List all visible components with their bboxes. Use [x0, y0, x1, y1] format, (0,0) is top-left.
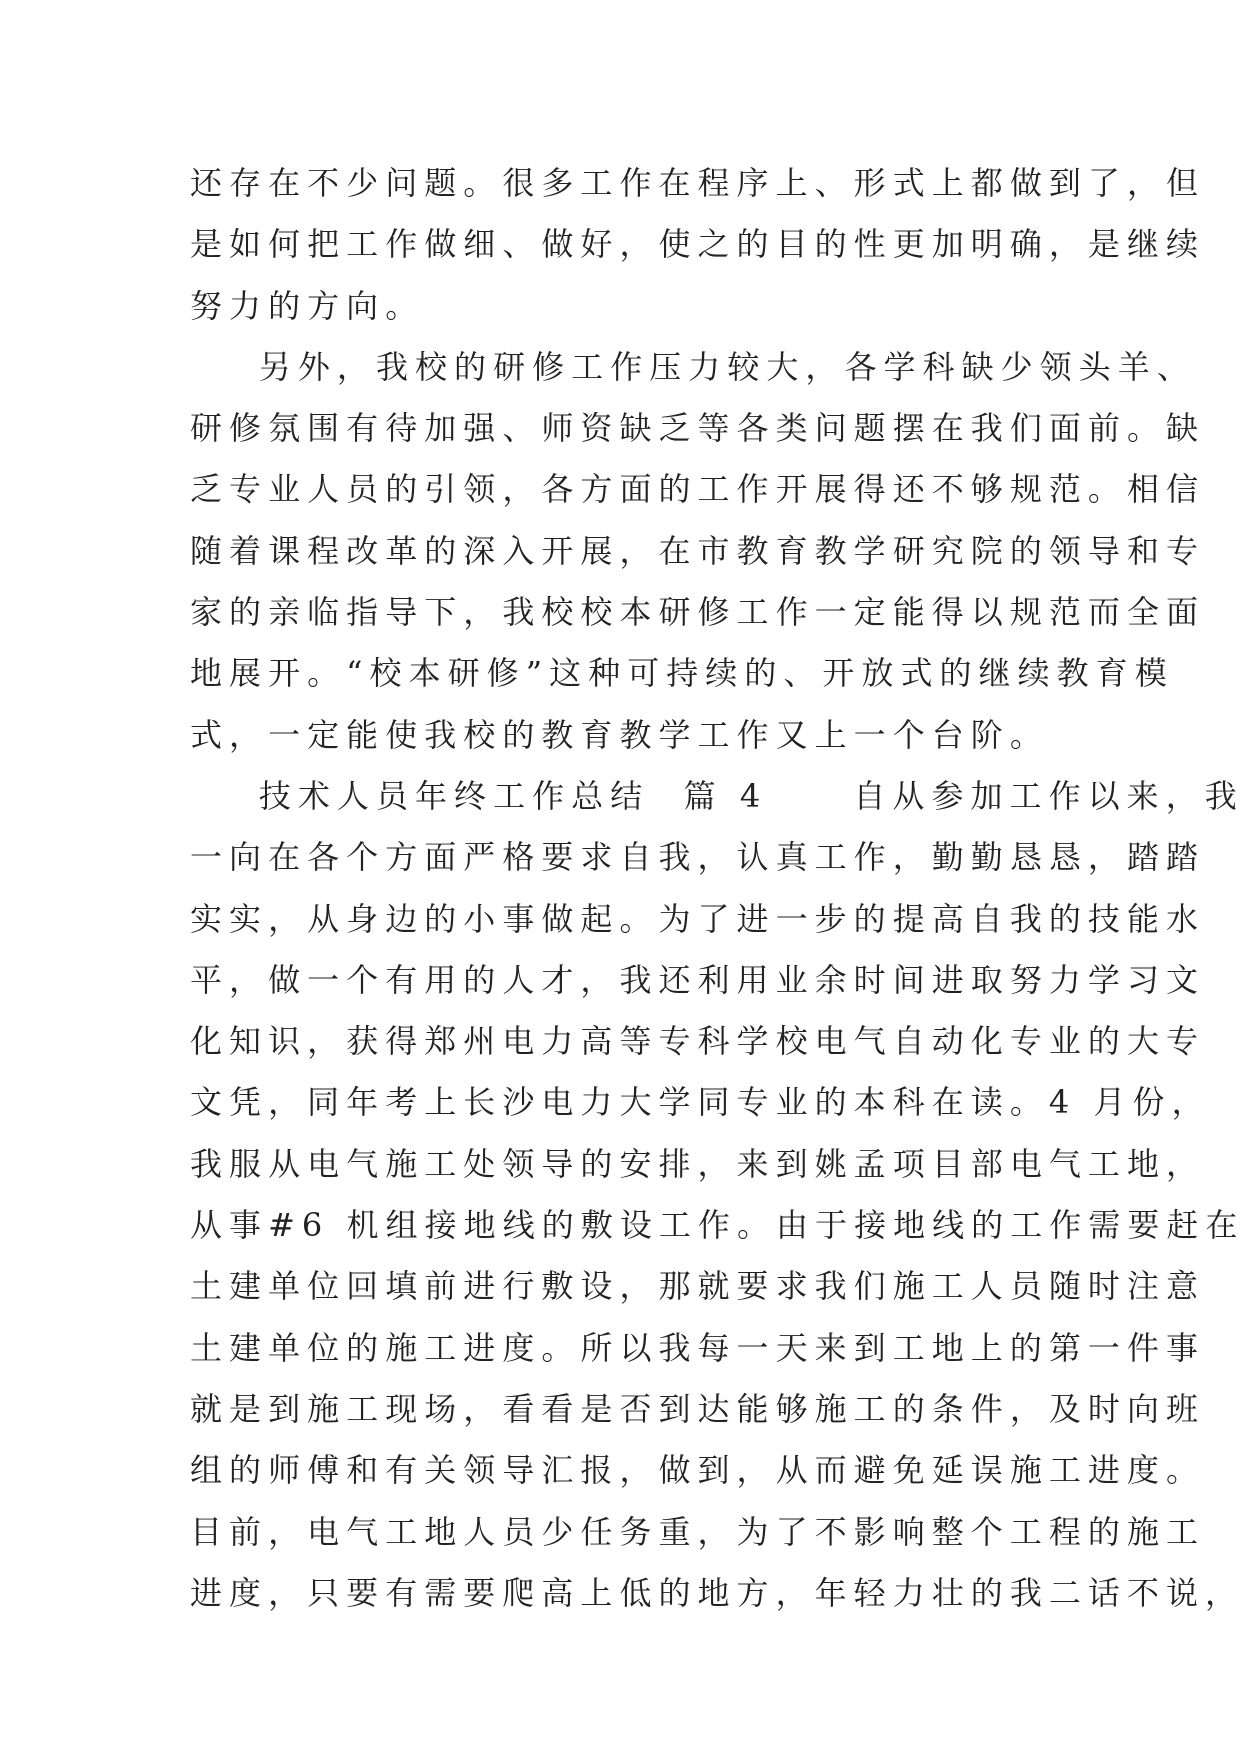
text-line: 地展开。“校本研修”这种可持续的、开放式的继续教育模: [190, 654, 1174, 693]
text-line: 研修氛围有待加强、师资缺乏等各类问题摆在我们面前。缺: [190, 409, 1206, 448]
text-line: 就是到施工现场，看看是否到达能够施工的条件，及时向班: [190, 1389, 1206, 1428]
text-line: 随着课程改革的深入开展，在市教育教学研究院的领导和专: [190, 531, 1206, 570]
text-line: 进度，只要有需要爬高上低的地方，年轻力壮的我二话不说，: [190, 1573, 1244, 1612]
text-line: 目前，电气工地人员少任务重，为了不影响整个工程的施工: [190, 1512, 1206, 1551]
text-line: 是如何把工作做细、做好，使之的目的性更加明确，是继续: [190, 225, 1206, 264]
text-line: 土建单位的施工进度。所以我每一天来到工地上的第一件事: [190, 1328, 1206, 1367]
text-line: 我服从电气施工处领导的安排，来到姚孟项目部电气工地，: [190, 1144, 1206, 1183]
text-line: 化知识，获得郑州电力高等专科学校电气自动化专业的大专: [190, 1022, 1206, 1061]
text-line: 乏专业人员的引领，各方面的工作开展得还不够规范。相信: [190, 470, 1206, 509]
body-text: [190, 153, 1244, 1624]
section-heading-line: 技术人员年终工作总结 篇 4 自从参加工作以来，我: [190, 776, 1244, 815]
text-line: 一向在各个方面严格要求自我，认真工作，勤勤恳恳，踏踏: [190, 838, 1206, 877]
text-line: 家的亲临指导下，我校校本研修工作一定能得以规范而全面: [190, 593, 1206, 632]
text-line: 平，做一个有用的人才，我还利用业余时间进取努力学习文: [190, 960, 1206, 999]
text-line: 另外，我校的研修工作压力较大，各学科缺少领头羊、: [190, 347, 1196, 386]
text-line: 还存在不少问题。很多工作在程序上、形式上都做到了，但: [190, 164, 1206, 202]
text-line: 土建单位回填前进行敷设，那就要求我们施工人员随时注意: [190, 1267, 1206, 1306]
text-line: 努力的方向。: [190, 286, 425, 325]
text-line: 组的师傅和有关领导汇报，做到，从而避免延误施工进度。: [190, 1451, 1206, 1490]
text-line: 从事#6 机组接地线的敷设工作。由于接地线的工作需要赶在: [190, 1206, 1244, 1245]
text-line: 文凭，同年考上长沙电力大学同专业的本科在读。4 月份，: [190, 1083, 1211, 1122]
text-line: 实实，从身边的小事做起。为了进一步的提高自我的技能水: [190, 899, 1206, 938]
text-line: 式，一定能使我校的教育教学工作又上一个台阶。: [190, 715, 1049, 754]
